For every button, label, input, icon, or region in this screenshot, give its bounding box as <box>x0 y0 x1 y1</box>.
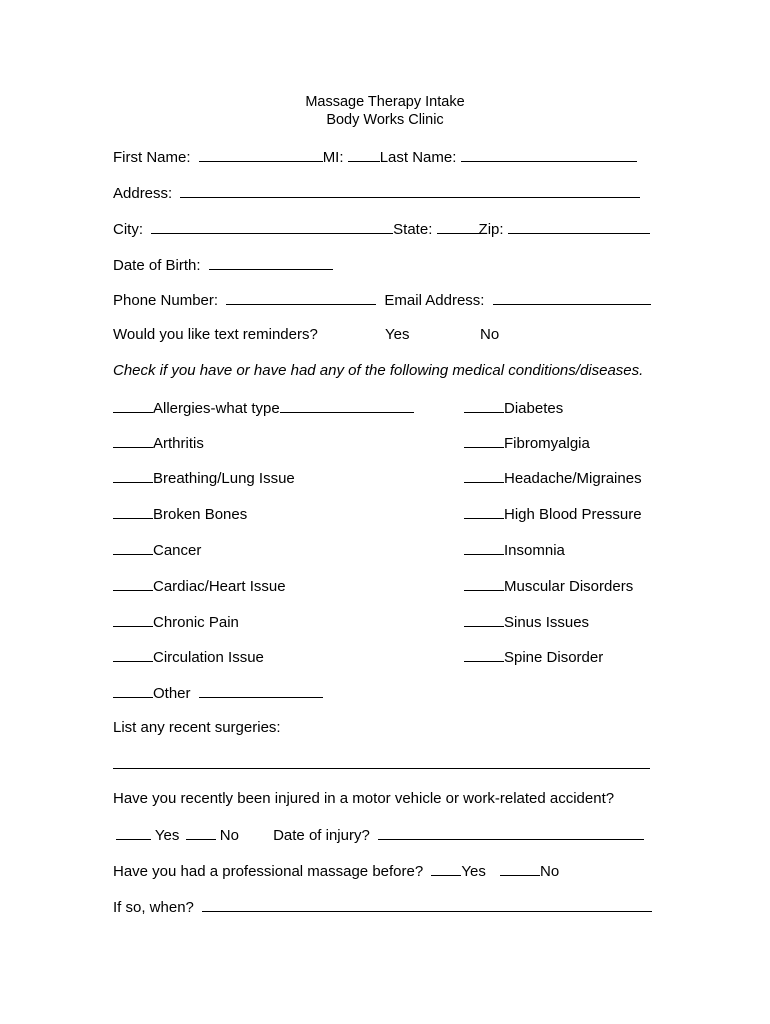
dob-row <box>113 255 333 275</box>
condition-checkbox[interactable] <box>113 504 153 519</box>
clinic-name: Body Works Clinic <box>326 112 444 128</box>
massage-row <box>113 861 559 881</box>
zip-label: Zip: <box>478 221 504 238</box>
last-name-label: Last Name: <box>379 149 457 166</box>
condition-checkbox[interactable] <box>464 540 504 555</box>
phone-field[interactable] <box>226 290 376 305</box>
email-label: Email Address: <box>384 292 485 309</box>
reminders-question: Would you like text reminders? <box>113 326 318 343</box>
address-field[interactable] <box>180 183 640 198</box>
condition-item <box>113 468 295 488</box>
dob-label: Date of Birth: <box>113 257 201 274</box>
condition-label: Arthritis <box>153 435 204 452</box>
condition-checkbox[interactable] <box>113 468 153 483</box>
condition-item <box>464 647 603 667</box>
condition-label: Fibromyalgia <box>504 435 590 452</box>
accident-yes-checkbox[interactable] <box>116 825 151 840</box>
contact-row <box>113 290 651 310</box>
condition-label: Breathing/Lung Issue <box>153 470 295 487</box>
condition-item <box>464 504 642 524</box>
condition-checkbox[interactable] <box>464 504 504 519</box>
condition-checkbox[interactable] <box>113 433 153 448</box>
condition-item <box>113 576 286 596</box>
massage-question: Have you had a professional massage before? <box>113 863 424 880</box>
reminders-no[interactable]: No <box>480 326 500 343</box>
phone-label: Phone Number: <box>113 292 219 309</box>
other-condition-field[interactable] <box>199 683 323 698</box>
condition-checkbox[interactable] <box>113 576 153 591</box>
injury-date-field[interactable] <box>378 825 644 840</box>
condition-checkbox[interactable] <box>464 398 504 413</box>
address-label: Address: <box>113 185 173 202</box>
surgeries-label: List any recent surgeries: <box>113 719 281 736</box>
condition-checkbox[interactable] <box>113 398 153 413</box>
condition-label: Broken Bones <box>153 506 248 523</box>
condition-item <box>113 433 204 453</box>
city-row <box>113 219 650 239</box>
condition-label: Circulation Issue <box>153 649 264 666</box>
state-label: State: <box>393 221 433 238</box>
massage-yes-checkbox[interactable] <box>431 861 461 876</box>
last-name-field[interactable] <box>461 147 637 162</box>
condition-item <box>113 683 323 703</box>
address-row <box>113 183 640 203</box>
massage-yes-label: Yes <box>461 863 486 880</box>
condition-checkbox[interactable] <box>464 612 504 627</box>
condition-label: Other <box>153 685 191 702</box>
condition-label: Diabetes <box>504 400 564 417</box>
condition-checkbox[interactable] <box>113 612 153 627</box>
condition-label: High Blood Pressure <box>504 506 642 523</box>
condition-item <box>464 576 633 596</box>
condition-item <box>113 647 264 667</box>
city-label: City: <box>113 221 143 238</box>
condition-checkbox[interactable] <box>464 433 504 448</box>
condition-label: Cardiac/Heart Issue <box>153 578 286 595</box>
condition-label: Insomnia <box>504 542 565 559</box>
conditions-instruction: Check if you have or have had any of the following medical conditions/diseases. <box>113 362 644 379</box>
condition-item <box>113 398 414 418</box>
surgeries-field[interactable] <box>113 768 650 769</box>
zip-field[interactable] <box>508 219 650 234</box>
condition-checkbox[interactable] <box>113 540 153 555</box>
condition-label: Spine Disorder <box>504 649 604 666</box>
condition-item <box>464 433 590 453</box>
condition-label: Sinus Issues <box>504 614 590 631</box>
condition-item <box>464 540 565 560</box>
condition-label: Headache/Migraines <box>504 470 642 487</box>
accident-yes-label: Yes <box>154 827 180 844</box>
condition-item <box>113 504 247 524</box>
massage-no-checkbox[interactable] <box>500 861 540 876</box>
condition-checkbox[interactable] <box>464 576 504 591</box>
when-row <box>113 897 652 917</box>
dob-field[interactable] <box>209 255 333 270</box>
form-title: Massage Therapy Intake <box>305 94 465 110</box>
when-label: If so, when? <box>113 899 194 916</box>
email-field[interactable] <box>493 290 651 305</box>
mi-field[interactable] <box>348 147 380 162</box>
condition-label: Chronic Pain <box>153 614 239 631</box>
condition-item <box>464 398 563 418</box>
accident-answer-row <box>116 825 644 845</box>
first-name-label: First Name: <box>113 149 191 166</box>
condition-label: Allergies-what type <box>153 400 280 417</box>
first-name-field[interactable] <box>199 147 323 162</box>
condition-checkbox[interactable] <box>464 647 504 662</box>
state-field[interactable] <box>437 219 479 234</box>
when-field[interactable] <box>202 897 652 912</box>
condition-item <box>464 468 642 488</box>
accident-no-label: No <box>219 827 239 844</box>
condition-item <box>113 612 239 632</box>
accident-question: Have you recently been injured in a motor vehicle or work-related accident? <box>113 790 615 807</box>
massage-no-label: No <box>540 863 560 880</box>
condition-label: Cancer <box>153 542 202 559</box>
accident-no-checkbox[interactable] <box>186 825 216 840</box>
condition-checkbox[interactable] <box>113 647 153 662</box>
mi-label: MI: <box>322 149 344 166</box>
allergy-type-field[interactable] <box>280 398 414 413</box>
condition-checkbox[interactable] <box>464 468 504 483</box>
condition-item <box>113 540 201 560</box>
reminders-yes[interactable]: Yes <box>385 326 410 343</box>
condition-item <box>464 612 589 632</box>
condition-checkbox[interactable] <box>113 683 153 698</box>
injury-date-label: Date of injury? <box>273 827 370 844</box>
condition-label: Muscular Disorders <box>504 578 634 595</box>
city-field[interactable] <box>151 219 393 234</box>
name-row <box>113 147 637 167</box>
